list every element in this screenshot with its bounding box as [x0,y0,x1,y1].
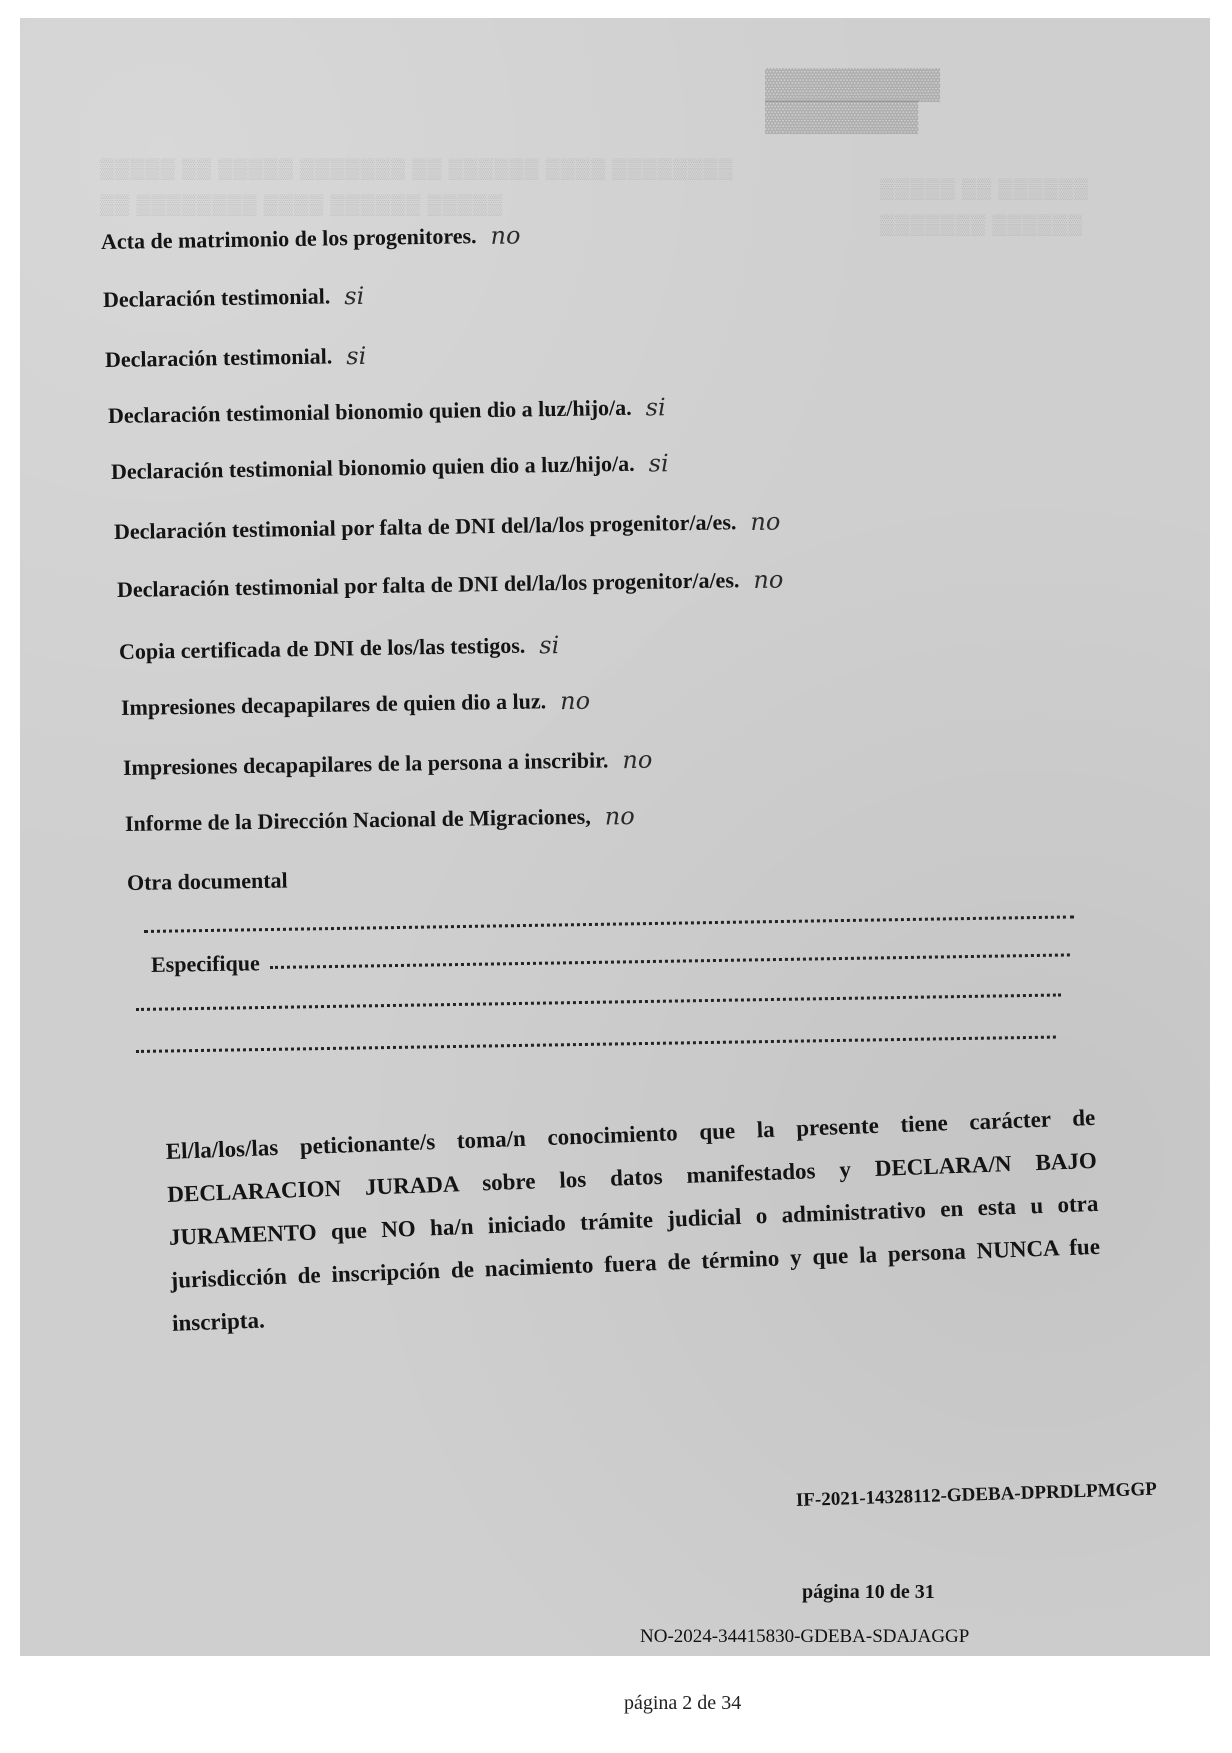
item-label: Copia certificada de DNI de los/las testigos. [118,632,526,664]
item-label: Impresiones decapapilares de la persona a inscribir. [122,747,609,780]
item-label: Impresiones decapapilares de quien dio a luz. [120,688,547,720]
bleed-through-stamp: ▓▓▓▓▓▓▓▓ ▓▓▓▓▓▓▓ [765,67,940,132]
item-label: Declaración testimonial por falta de DNI del/la/los progenitor/a/es. [116,567,740,602]
checklist-item [103,282,365,314]
checklist-item [108,393,666,430]
checklist-item [119,631,560,666]
reference-code: NO-2024-34415830-GDEBA-SDAJAGGP [640,1626,970,1647]
specify-label: Especifique [150,950,260,977]
checklist-item [121,687,590,722]
handwritten-mark: no [753,565,784,595]
checklist-item [101,221,521,256]
handwritten-mark: si [344,281,365,311]
handwritten-mark: si [539,631,560,660]
handwritten-mark: si [648,449,669,478]
handwritten-mark: si [645,393,666,422]
handwritten-mark: si [346,341,367,371]
sworn-declaration: El/la/los/las peticionante/s toma/n conocimiento que la presente tiene carácter de DECLARACION JURADA sobre los datos manifestados y DECLARA/N BAJO JURAMENTO que NO ha/n iniciado trámite judicial o administrativo en esta u otra jurisdicción de inscripción de nacimiento fuera de término y que la persona NUNCA fue inscripta. [165,1104,1101,1336]
document-id: IF-2021-14328112-GDEBA-DPRDLPMGGP [795,1478,1158,1511]
handwritten-mark: no [622,745,653,775]
scanned-page [20,18,1210,1656]
bleed-through-text: ▒▒▒▒▒ ▒▒ ▒▒▒▒▒ ▒▒▒▒▒▒▒ ▒▒ ▒▒▒▒▒▒ ▒▒▒▒ ▒▒▒▒▒▒▒▒ [100,158,734,180]
checklist-item [127,867,302,896]
item-label: Declaración testimonial. [104,343,333,372]
document-checklist [20,18,1210,1656]
bleed-through-text: ▒▒ ▒▒▒▒▒▒▒▒ ▒▒▒▒ ▒▒▒▒▒▒ ▒▒▒▒▒ [100,194,504,216]
handwritten-mark: no [750,507,781,537]
checklist-item [123,746,653,782]
outer-page-number: página 2 de 34 [624,1692,742,1714]
checklist-item [114,508,781,546]
item-label: Declaración testimonial bionomio quien dio a luz/hijo/a. [110,450,635,484]
item-label: Acta de matrimonio de los progenitores. [100,223,477,254]
checklist-item [125,802,635,838]
item-label: Declaración testimonial bionomio quien dio a luz/hijo/a. [107,394,632,428]
bleed-through-text: ▒▒▒▒▒ ▒▒ ▒▒▒▒▒▒ [880,178,1090,200]
handwritten-mark: no [559,686,591,716]
checklist-item [111,449,669,486]
handwritten-mark: no [604,801,635,831]
item-label: Declaración testimonial. [102,283,331,312]
item-label: Informe de la Dirección Nacional de Migraciones, [124,803,591,836]
item-label: Otra documental [126,867,288,895]
handwritten-mark: no [490,221,521,250]
bleed-through-text: ▒▒▒▒▒▒▒ ▒▒▒▒▒▒ [880,214,1084,236]
checklist-item [117,566,784,604]
item-label: Declaración testimonial por falta de DNI del/la/los progenitor/a/es. [113,509,737,544]
checklist-item [105,342,367,374]
inner-page-number: página 10 de 31 [802,1581,935,1603]
